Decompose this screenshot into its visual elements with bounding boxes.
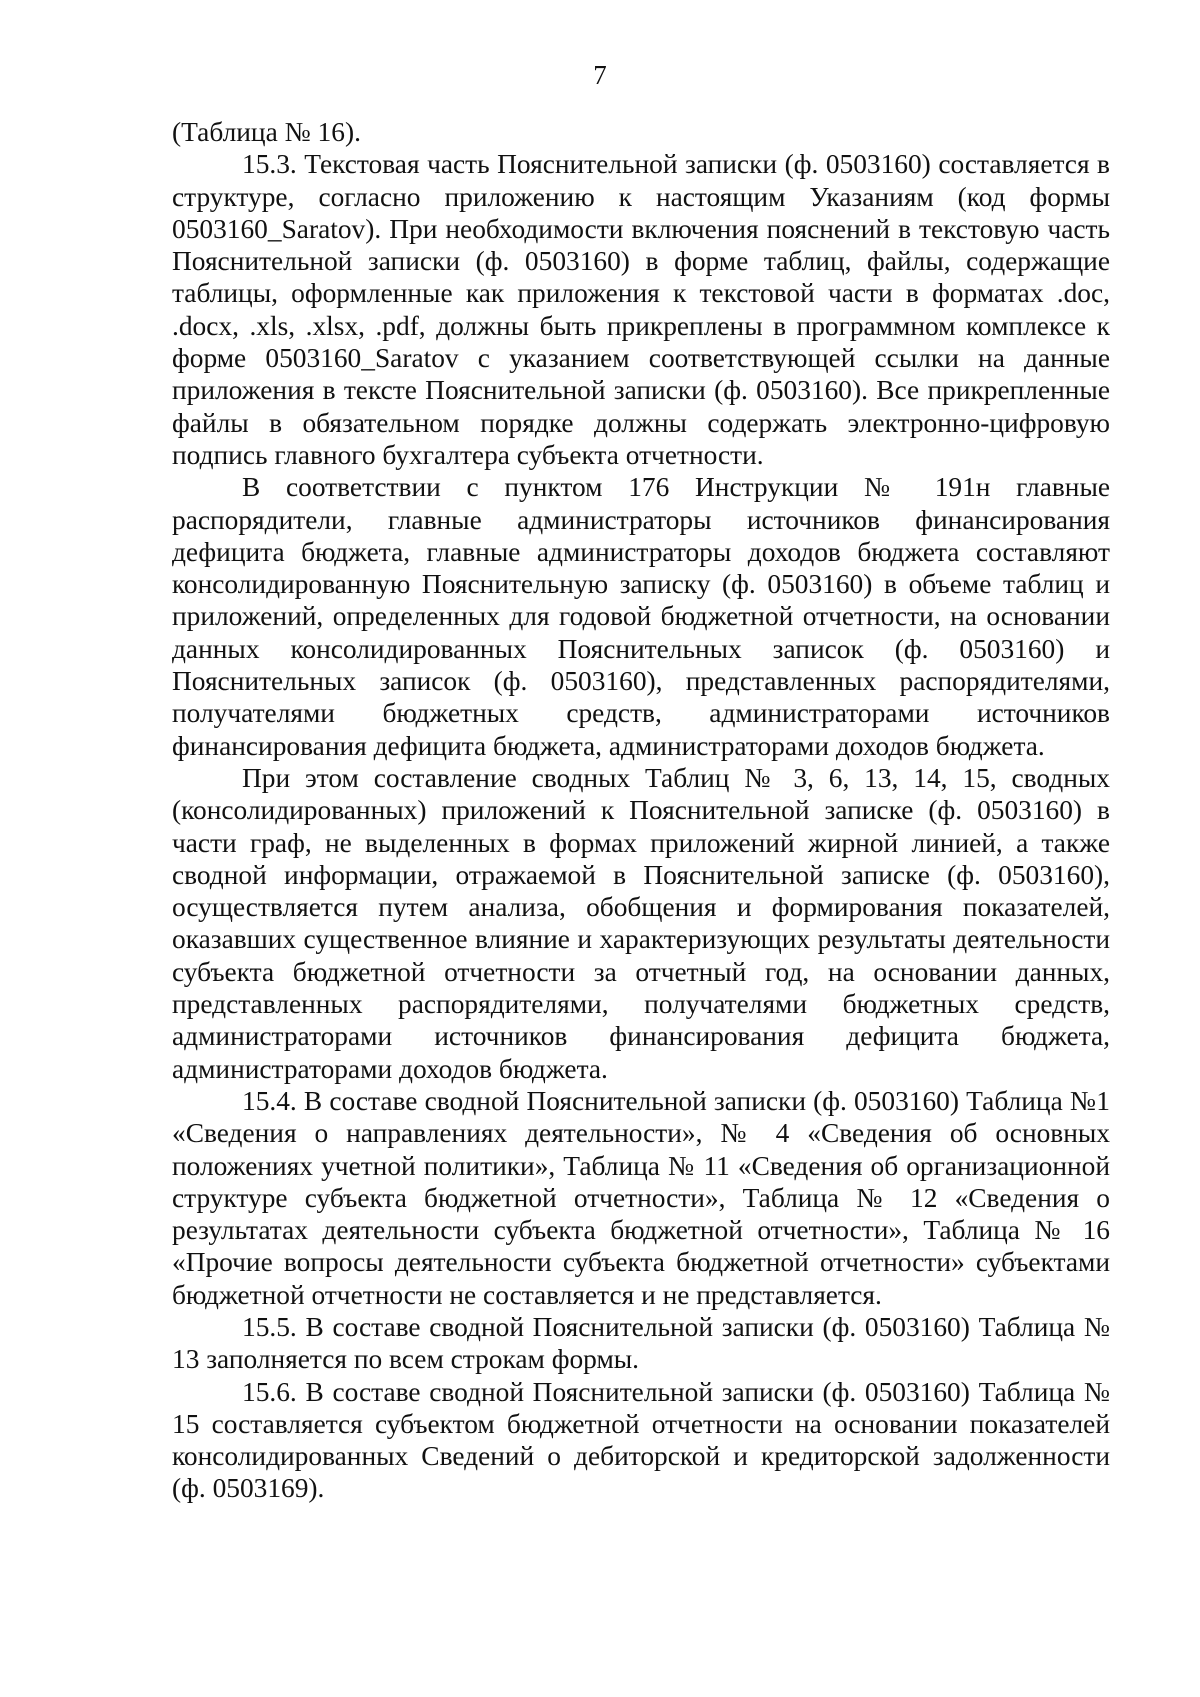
document-body [172, 116, 1110, 1505]
paragraph-15-4: 15.4. В составе сводной Пояснительной записки (ф. 0503160) Таблица №1 «Сведения о направлениях деятельности», № 4 «Сведения об основных положениях учетной политики», Таблица № 11 «Сведения об организационной структуре субъекта бюджетной отчетности», Таблица № 12 «Сведения о результатах деятельности субъекта бюджетной отчетности», Таблица № 16 «Прочие вопросы деятельности субъекта бюджетной отчетности» субъектами бюджетной отчетности не составляется и не представляется. [172, 1085, 1110, 1310]
paragraph-15-6: 15.6. В составе сводной Пояснительной записки (ф. 0503160) Таблица № 15 составляется субъектом бюджетной отчетности на основании показателей консолидированных Сведений о дебиторской и кредиторской задолженности (ф. 0503169). [172, 1376, 1110, 1504]
paragraph-consolidated-tables: При этом составление сводных Таблиц № 3, 6, 13, 14, 15, сводных (консолидированных) приложений к Пояснительной записке (ф. 0503160) в части граф, не выделенных в формах приложений жирной линией, а также сводной информации, отражаемой в Пояснительной записке (ф. 0503160), осуществляется путем анализа, обобщения и формирования показателей, оказавших существенное влияние и характеризующих результаты деятельности субъекта бюджетной отчетности за отчетный год, на основании данных, представленных распорядителями, получателями бюджетных средств, администраторами источников финансирования дефицита бюджета, администраторами доходов бюджета. [172, 762, 1110, 1084]
paragraph-15-5: 15.5. В составе сводной Пояснительной записки (ф. 0503160) Таблица № 13 заполняется по всем строкам формы. [172, 1311, 1110, 1375]
paragraph-15-3: 15.3. Текстовая часть Пояснительной записки (ф. 0503160) составляется в структуре, согласно приложению к настоящим Указаниям (код формы 0503160_Saratov). При необходимости включения пояснений в текстовую часть Пояснительной записки (ф. 0503160) в форме таблиц, файлы, содержащие таблицы, оформленные как приложения к текстовой части в форматах .doc, .docx, .xls, .xlsx, .pdf, должны быть прикреплены в программном комплексе к форме 0503160_Saratov с указанием соответствующей ссылки на данные приложения в тексте Пояснительной записки (ф. 0503160). Все прикрепленные файлы в обязательном порядке должны содержать электронно-цифровую подпись главного бухгалтера субъекта отчетности. [172, 149, 1110, 470]
page-number: 7 [593, 60, 607, 90]
paragraph-continuation: (Таблица № 16). [172, 117, 361, 147]
paragraph-instruction-191n: В соответствии с пунктом 176 Инструкции № 191н главные распорядители, главные администраторы источников финансирования дефицита бюджета, главные администраторы доходов бюджета составляют консолидированную Пояснительную записку (ф. 0503160) в объеме таблиц и приложений, определенных для годовой бюджетной отчетности, на основании данных консолидированных Пояснительных записок (ф. 0503160) и Пояснительных записок (ф. 0503160), представленных распорядителями, получателями бюджетных средств, администраторами источников финансирования дефицита бюджета, администраторами доходов бюджета. [172, 472, 1110, 761]
